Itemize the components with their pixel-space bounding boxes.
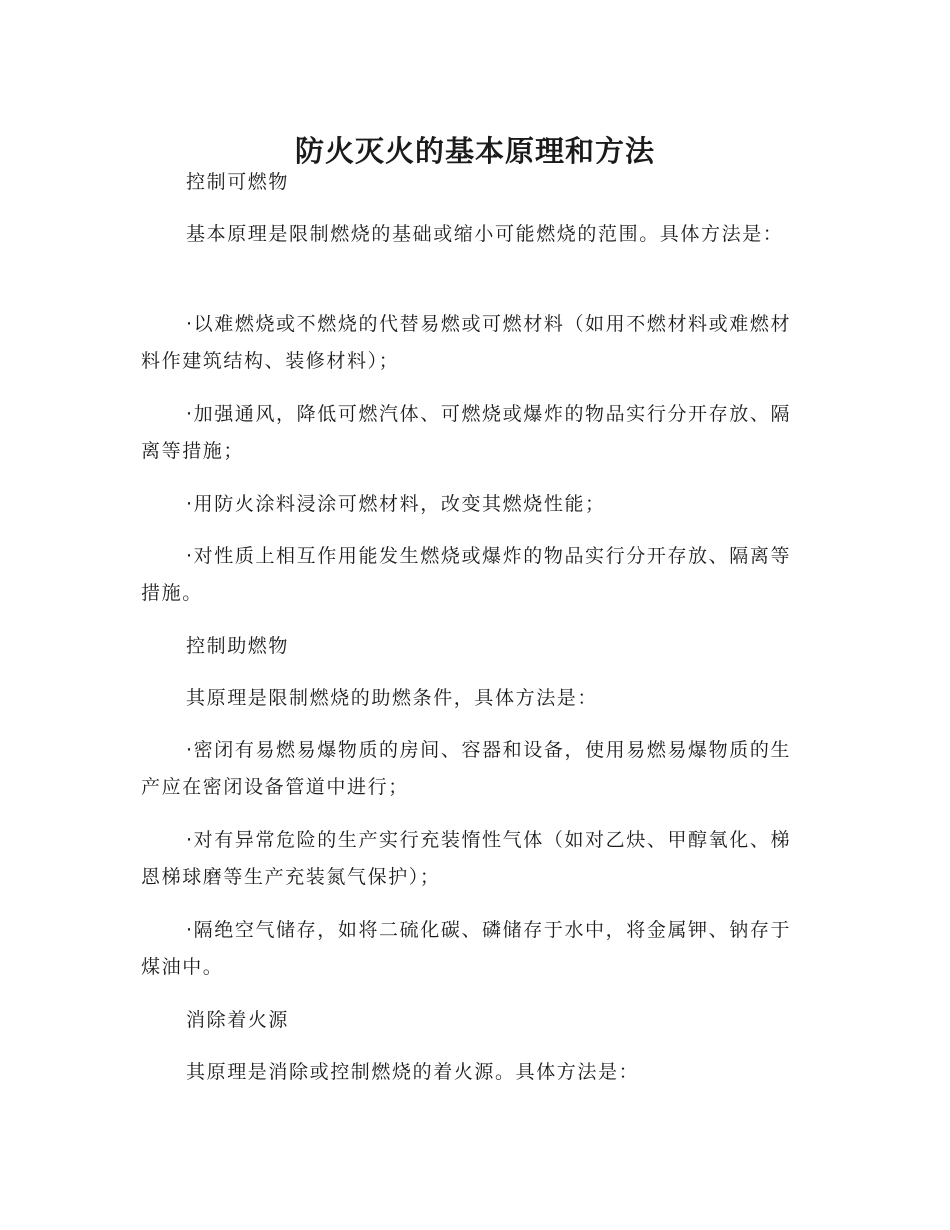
section-heading-control-oxidizers: 控制助燃物 [186, 635, 290, 657]
paragraph: 其原理是限制燃烧的助燃条件，具体方法是： [186, 687, 599, 709]
paragraph: 其原理是消除或控制燃烧的着火源。具体方法是： [186, 1061, 640, 1083]
bullet-item: ·用防火涂料浸涂可燃材料，改变其燃烧性能； [186, 493, 606, 515]
bullet-item: ·加强通风，降低可燃汽体、可燃烧或爆炸的物品实行分开存放、隔离等措施； [141, 403, 792, 462]
bullet-item: ·对性质上相互作用能发生燃烧或爆炸的物品实行分开存放、隔离等措施。 [141, 545, 792, 604]
bullet-item: ·以难燃烧或不燃烧的代替易燃或可燃材料（如用不燃材料或难燃材料作建筑结构、装修材料）； [141, 313, 792, 372]
section-heading-control-combustibles: 控制可燃物 [186, 171, 290, 193]
paragraph: 基本原理是限制燃烧的基础或缩小可能燃烧的范围。具体方法是： [186, 223, 784, 245]
bullet-item: ·密闭有易燃易爆物质的房间、容器和设备，使用易燃易爆物质的生产应在密闭设备管道中进行； [141, 739, 792, 798]
bullet-item: ·隔绝空气储存，如将二硫化碳、磷储存于水中，将金属钾、钠存于煤油中。 [141, 919, 792, 978]
bullet-item: ·对有异常危险的生产实行充装惰性气体（如对乙炔、甲醇氧化、梯恩梯球磨等生产充装氮气保护）； [141, 829, 792, 888]
section-heading-eliminate-ignition: 消除着火源 [186, 1009, 290, 1031]
document-title: 防火灭火的基本原理和方法 [294, 134, 655, 169]
